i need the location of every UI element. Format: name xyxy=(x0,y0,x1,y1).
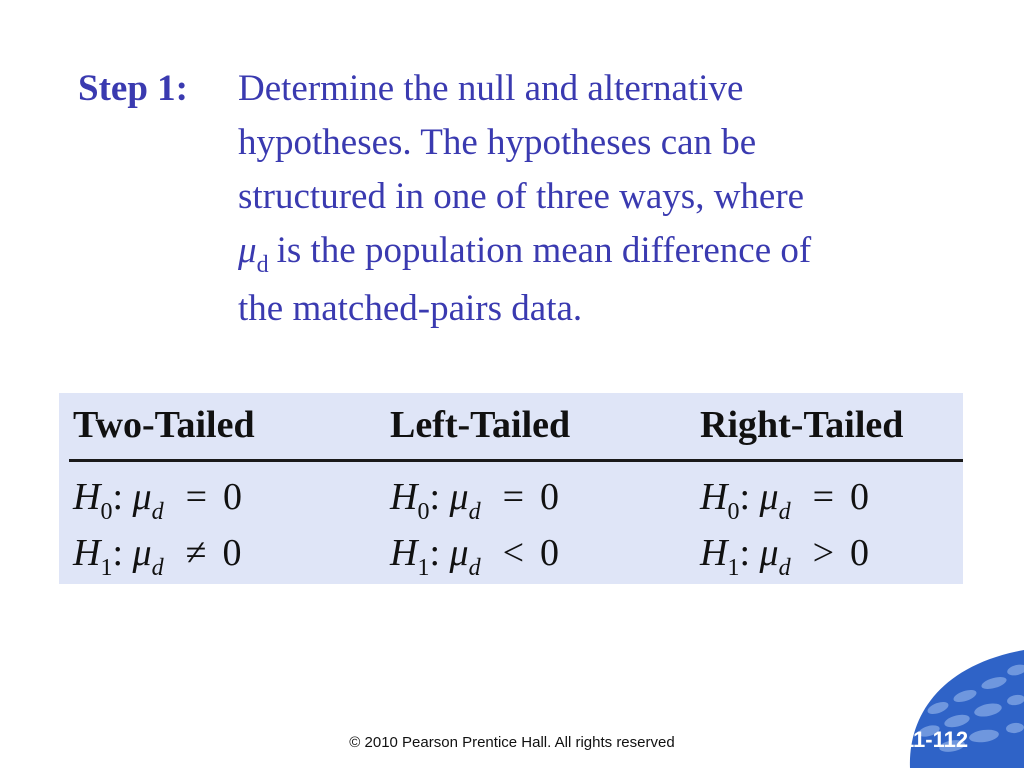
hypothesis-symbol: H xyxy=(73,532,101,574)
hypothesis-subscript: 0 xyxy=(727,499,740,525)
value: 0 xyxy=(540,532,560,574)
operator: ≠ xyxy=(185,532,207,574)
hypothesis-subscript: 0 xyxy=(417,499,430,525)
page-number: 11-112 xyxy=(902,727,969,752)
value: 0 xyxy=(850,532,870,574)
mu-subscript: d xyxy=(778,499,791,525)
operator: = xyxy=(502,476,525,518)
mu-symbol: μ xyxy=(449,476,469,518)
value: 0 xyxy=(850,476,870,518)
step-line-3: structured in one of three ways, where xyxy=(238,176,805,217)
mu-symbol: μ xyxy=(759,476,779,518)
copyright-footer: © 2010 Pearson Prentice Hall. All rights reserved xyxy=(349,734,675,751)
null-hypothesis xyxy=(73,473,242,526)
null-hypothesis xyxy=(390,473,559,526)
operator: = xyxy=(812,476,835,518)
step-line-5: the matched-pairs data. xyxy=(238,288,583,329)
operator: > xyxy=(812,532,835,574)
hypothesis-symbol: H xyxy=(700,476,728,518)
column-header: Left-Tailed xyxy=(390,404,571,446)
colon: : xyxy=(112,476,124,518)
mu-subscript: d xyxy=(151,499,164,525)
step-line-4 xyxy=(238,224,978,282)
alternative-hypothesis xyxy=(73,529,241,582)
step-line-4-text: is the population mean difference of xyxy=(276,230,812,271)
operator: < xyxy=(502,532,525,574)
column-header: Right-Tailed xyxy=(700,404,904,446)
hypothesis-symbol: H xyxy=(390,476,418,518)
hypothesis-subscript: 1 xyxy=(100,555,113,581)
mu-symbol: μ xyxy=(132,532,152,574)
table-header-rule xyxy=(69,459,963,462)
hypothesis-subscript: 0 xyxy=(100,499,113,525)
operator: = xyxy=(185,476,208,518)
value: 0 xyxy=(540,476,560,518)
mu-symbol: μ xyxy=(132,476,152,518)
colon: : xyxy=(429,476,441,518)
mu-symbol: μ xyxy=(238,230,257,271)
null-hypothesis xyxy=(700,473,869,526)
step-label: Step 1: xyxy=(78,68,188,109)
mu-subscript: d xyxy=(778,555,791,581)
hypotheses-table xyxy=(59,393,963,584)
alternative-hypothesis xyxy=(390,529,559,582)
mu-subscript: d xyxy=(468,555,481,581)
hypothesis-subscript: 1 xyxy=(417,555,430,581)
hypothesis-subscript: 1 xyxy=(727,555,740,581)
value: 0 xyxy=(223,476,243,518)
step-line-1: Determine the null and alternative xyxy=(238,68,744,109)
hypothesis-symbol: H xyxy=(700,532,728,574)
step-description xyxy=(238,62,978,336)
hypothesis-symbol: H xyxy=(390,532,418,574)
column-header: Two-Tailed xyxy=(73,404,255,446)
alternative-hypothesis xyxy=(700,529,869,582)
hypothesis-symbol: H xyxy=(73,476,101,518)
mu-subscript: d xyxy=(151,555,164,581)
mu-symbol: μ xyxy=(759,532,779,574)
mu-subscript: d xyxy=(256,252,269,278)
colon: : xyxy=(739,532,751,574)
colon: : xyxy=(739,476,751,518)
value: 0 xyxy=(222,532,242,574)
mu-symbol: μ xyxy=(449,532,469,574)
step-line-2: hypotheses. The hypotheses can be xyxy=(238,122,757,163)
mu-subscript: d xyxy=(468,499,481,525)
colon: : xyxy=(429,532,441,574)
colon: : xyxy=(112,532,124,574)
